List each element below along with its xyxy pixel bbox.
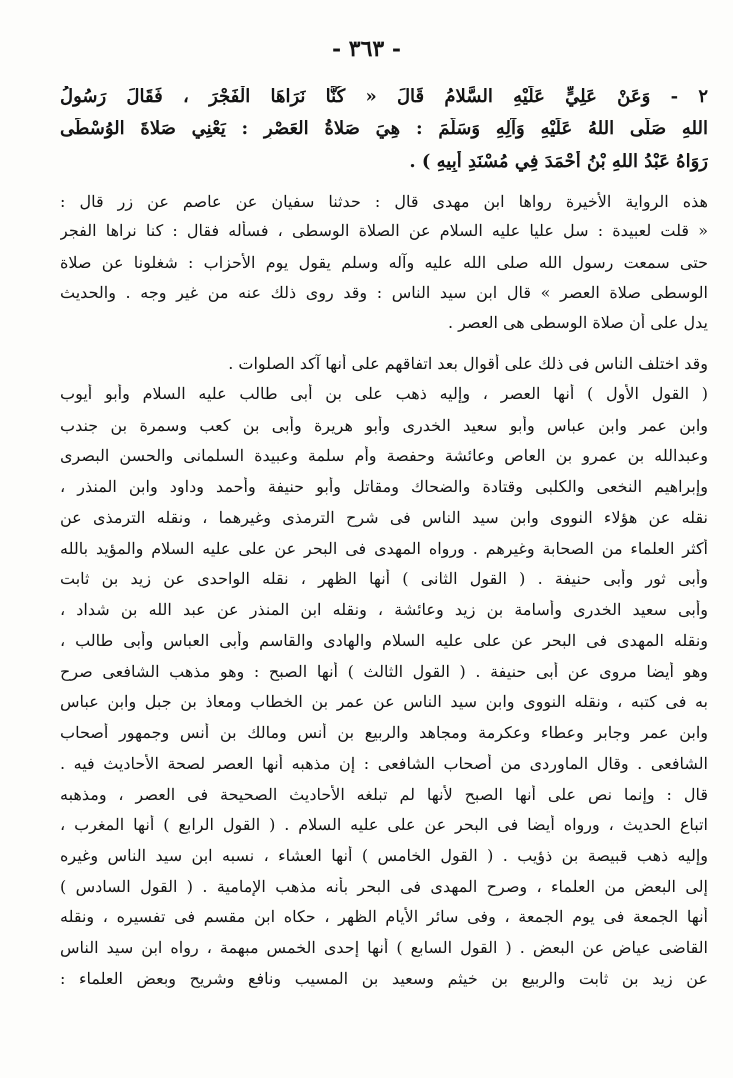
body-line: وإليه ذهب قبيصة بن ذؤيب . ( القول الخامس ) أنها العشاء ، نسبه ابن سيد الناس وغيره <box>60 846 708 865</box>
body-line: إلى البعض من العلماء ، وصرح المهدى فى البحر بأنه مذهب الإمامية . ( القول السادس ) <box>60 877 708 896</box>
page-number: - ٣٦٣ - <box>331 36 402 62</box>
body-line: وقد اختلف الناس فى ذلك على أقوال بعد اتفاقهم على أنها آكد الصلوات . <box>228 354 708 373</box>
commentary-line: « قلت لعبيدة : سل عليا عليه السلام عن الصلاة الوسطى ، فسأله فقال : كنا نراها الفجر <box>60 221 708 240</box>
body-line: وعبدالله بن عمرو بن العاص وعائشة وحفصة وأم سلمة وعبيدة السلمانى والحسن البصرى <box>60 446 708 465</box>
commentary-line: هذه الرواية الأخيرة رواها ابن مهدى قال : حدثنا سفيان عن عاصم عن زر قال : <box>60 192 708 211</box>
body-line: وأبى سعيد الخدرى وأسامة بن زيد وعائشة ، ونقله ابن المنذر عن عبد الله بن شداد ، <box>60 600 708 619</box>
body-line: وأبى ثور وأبى حنيفة . ( القول الثانى ) أنها الظهر ، نقله الواحدى عن زيد بن ثابت <box>60 569 708 588</box>
body-line: نقله عن هؤلاء النووى وابن سيد الناس فى شرح الترمذى وغيرهما ، ونقله الترمذى عن <box>60 508 708 527</box>
body-line: قال : وإنما نص على أنها الصبح لأنها لم تبلغه الأحاديث الصحيحة فى العصر ، ومذهبه <box>60 785 708 804</box>
hadith-line: ٢ - وَعَنْ عَلِيٍّ عَلَيْهِ السَّلامُ قَالَ « كُنَّا نَرَاهَا الْفَجْرَ ، فَقَالَ رَسُولُ <box>60 86 708 107</box>
commentary-line: الوسطى صلاة العصر » قال ابن سيد الناس : وقد روى ذلك عنه من غير وجه . والحديث <box>60 283 708 302</box>
body-line: به فى كتبه ، ونقله النووى وابن سيد الناس عن عمر بن الخطاب ومعاذ بن جبل وابن عباس <box>60 692 708 711</box>
body-line: الشافعى . وقال الماوردى من أصحاب الشافعى : إن مذهبه أنها العصر لصحة الأحاديث فيه . <box>60 754 708 773</box>
commentary-line: يدل على أن صلاة الوسطى هى العصر . <box>447 313 708 332</box>
body-line: عن زيد بن ثابت والربيع بن خيثم وسعيد بن المسيب ونافع وشريح وبعض العلماء : <box>60 969 708 988</box>
body-line: أكثر العلماء من الصحابة وغيرهم . ورواه المهدى فى البحر عن على عليه السلام والمؤيد بالله <box>60 539 708 558</box>
body-line: اتباع الحديث ، ورواه أيضا فى البحر عن على عليه السلام . ( القول الرابع ) أنها المغرب ، <box>60 815 708 834</box>
body-line: وابن عمر وجابر وعطاء وعكرمة ومجاهد والربيع بن أنس ومالك بن أنس وجمهور أصحاب <box>60 723 708 742</box>
body-line: وابن عمر وابن عباس وأبو سعيد الخدرى وأبو هريرة وأبى بن كعب وسمرة بن جندب <box>60 416 708 435</box>
body-line: ( القول الأول ) أنها العصر ، وإليه ذهب على بن أبى طالب عليه السلام وأبو أيوب <box>60 384 708 403</box>
body-line: وهو أيضا مروى عن أبى حنيفة . ( القول الثالث ) أنها الصبح : وهو مذهب الشافعى صرح <box>60 662 708 681</box>
hadith-line: رَوَاهُ عَبْدُ اللهِ بْنُ أَحْمَدَ فِي مُسْنَدِ أَبِيهِ ) . <box>409 151 708 172</box>
hadith-line: اللهِ صَلَّى اللهُ عَلَيْهِ وَآلِهِ وَسَلَّمَ : هِيَ صَلاةُ العَصْرِ : يَعْنِي صَلاةَ الوُسْطَى <box>60 118 708 139</box>
body-line: وإبراهيم النخعى والكلبى وقتادة والضحاك ومقاتل وأبو حنيفة وأحمد وداود وابن المنذر ، <box>60 477 708 496</box>
body-line: القاضى عياض عن البعض . ( القول السابع ) أنها إحدى الخمس مبهمة ، رواه ابن سيد الناس <box>60 938 708 957</box>
body-line: أنها الجمعة فى يوم الجمعة ، وفى سائر الأيام الظهر ، حكاه ابن مقسم فى تفسيره ، ونقله <box>60 907 708 926</box>
body-line: ونقله المهدى فى البحر عن على عليه السلام والهادى والقاسم وأبى العباس وأبى طالب ، <box>60 631 708 650</box>
commentary-line: حتى سمعت رسول الله صلى الله عليه وآله وسلم يقول يوم الأحزاب : شغلونا عن صلاة <box>60 253 708 272</box>
